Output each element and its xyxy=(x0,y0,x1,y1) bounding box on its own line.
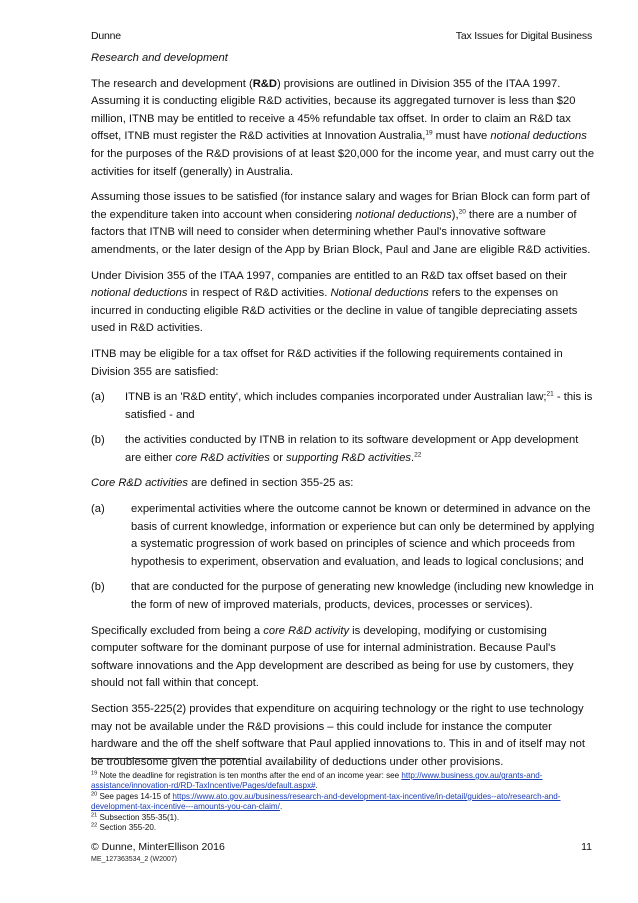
paragraph-eligibility: ITNB may be eligible for a tax offset for R&D activities if the following requirements contained in Division 355 are satisfied: xyxy=(91,347,563,378)
header-author: Dunne xyxy=(91,30,121,42)
document-reference: ME_127363534_2 (W2007) xyxy=(91,856,178,863)
list-item: (b) the activities conducted by ITNB in relation to its software development or App development are either core R&D activities or supporting R&D activities.$^{22}$ xyxy=(91,434,579,464)
body-content xyxy=(91,50,595,779)
paragraph-core-rd: Core R&D activities are defined in section 355-25 as: xyxy=(91,477,354,490)
footnote-ref-22: 22 xyxy=(414,451,422,459)
footnote-21: $^{21}$ Subsection 355-35(1). xyxy=(91,811,180,822)
page-number: 11 xyxy=(581,841,592,853)
footnote-20: $^{20}$ See pages 14-15 of https://www.ato.gov.au/business/research-and-development-tax-incentive/in-detail/guides--ato/research-and-development-tax-incentive---amounts-you-can-claim/. xyxy=(91,791,561,812)
section-heading: Research and development xyxy=(91,52,228,64)
paragraph-section-355-225: Section 355-225(2) provides that expenditure on acquiring technology or the right to use technology may not be available under the R&D provisions – this could include for instance the computer hardware and the off the shelf software that Paul applied innovations to. This in and of itself may not be troublesome given the potential availability of deductions under other provisions. xyxy=(91,703,586,768)
list-item: (b) that are conducted for the purpose of generating new knowledge (including new knowledge in the form of new of improved materials, products, devices, processes or services). xyxy=(91,581,594,612)
footnote-ref-21: 21 xyxy=(546,390,554,398)
footnote-divider xyxy=(91,758,246,759)
list-item: (a) experimental activities where the outcome cannot be known or determined in advance on the basis of current knowledge, information or experience but can only be determined by applying a systematic progression of work based on principles of science and which proceeds from hypothesis to experiment, observation and evaluation, and leads to logical conclusions; and xyxy=(91,503,595,568)
footnote-19: $^{19}$ Note the deadline for registration is ten months after the end of an income year: see http://www.business.gov.au/grants-and-assistance/innovation-rd/RD-TaxIncentive/Pages/default.aspx#. xyxy=(91,770,543,791)
footnote-link-ato[interactable]: https://www.ato.gov.au/business/research-and-development-tax-incentive/in-detail/guides--ato/research-and-development-tax-incentive---amounts-you-can-claim/ xyxy=(91,791,561,812)
footnote-link-business-gov[interactable]: http://www.business.gov.au/grants-and-assistance/innovation-rd/RD-TaxIncentive/Pages/default.aspx# xyxy=(91,771,543,791)
footnote-ref-20: 20 xyxy=(458,208,466,216)
paragraph-exclusion: Specifically excluded from being a core R&D activity is developing, modifying or customising computer software for the dominant purpose of use for internal administration. Because Paul's software innovations and the App development are described as being for use by customers, they should not fall within that concept. xyxy=(91,624,574,690)
footer-copyright: © Dunne, MinterEllison 2016 xyxy=(91,841,225,853)
paragraph-division-355: Under Division 355 of the ITAA 1997, companies are entitled to an R&D tax offset based on their notional deductions in respect of R&D activities. Notional deductions refers to the expenses on incurred in conducting eligible R&D activities or the decline in value of tangible depreciating assets used in R&D activities. xyxy=(91,269,578,335)
list-item: (a) ITNB is an 'R&D entity', which includes companies incorporated under Australian law;$^{21}$ - this is satisfied - and xyxy=(91,390,593,421)
paragraph-rd-intro: The research and development (R&D) provisions are outlined in Division 355 of the ITAA 1997. Assuming it is conducting eligible R&D activities, because its aggregated turnover is less than $20 million, ITNB may be entitled to receive a 45% refundable tax offset. In order to claim an R&D tax offset, ITNB must register the R&D activities at Innovation Australia,$^{19}$ must have notional deductions for the purposes of the R&D provisions of at least $20,000 for the income year, and must carry out the activities for itself (generally) in Australia. xyxy=(91,77,595,178)
paragraph-assumptions: Assuming those issues to be satisfied (for instance salary and wages for Brian Block can form part of the expenditure taken into account when considering notional deductions),$^{20}$ there are a number of factors that ITNB will need to consider when determining whether Paul's innovative software amendments, or the later design of the App by Brian Block, Paul and Jane are eligible R&D activities. xyxy=(91,191,591,256)
footnotes xyxy=(91,771,591,833)
footnote-ref-19: 19 xyxy=(425,129,433,137)
header-title: Tax Issues for Digital Business xyxy=(455,30,592,42)
footnote-22: $^{22}$ Section 355-20. xyxy=(91,822,157,833)
